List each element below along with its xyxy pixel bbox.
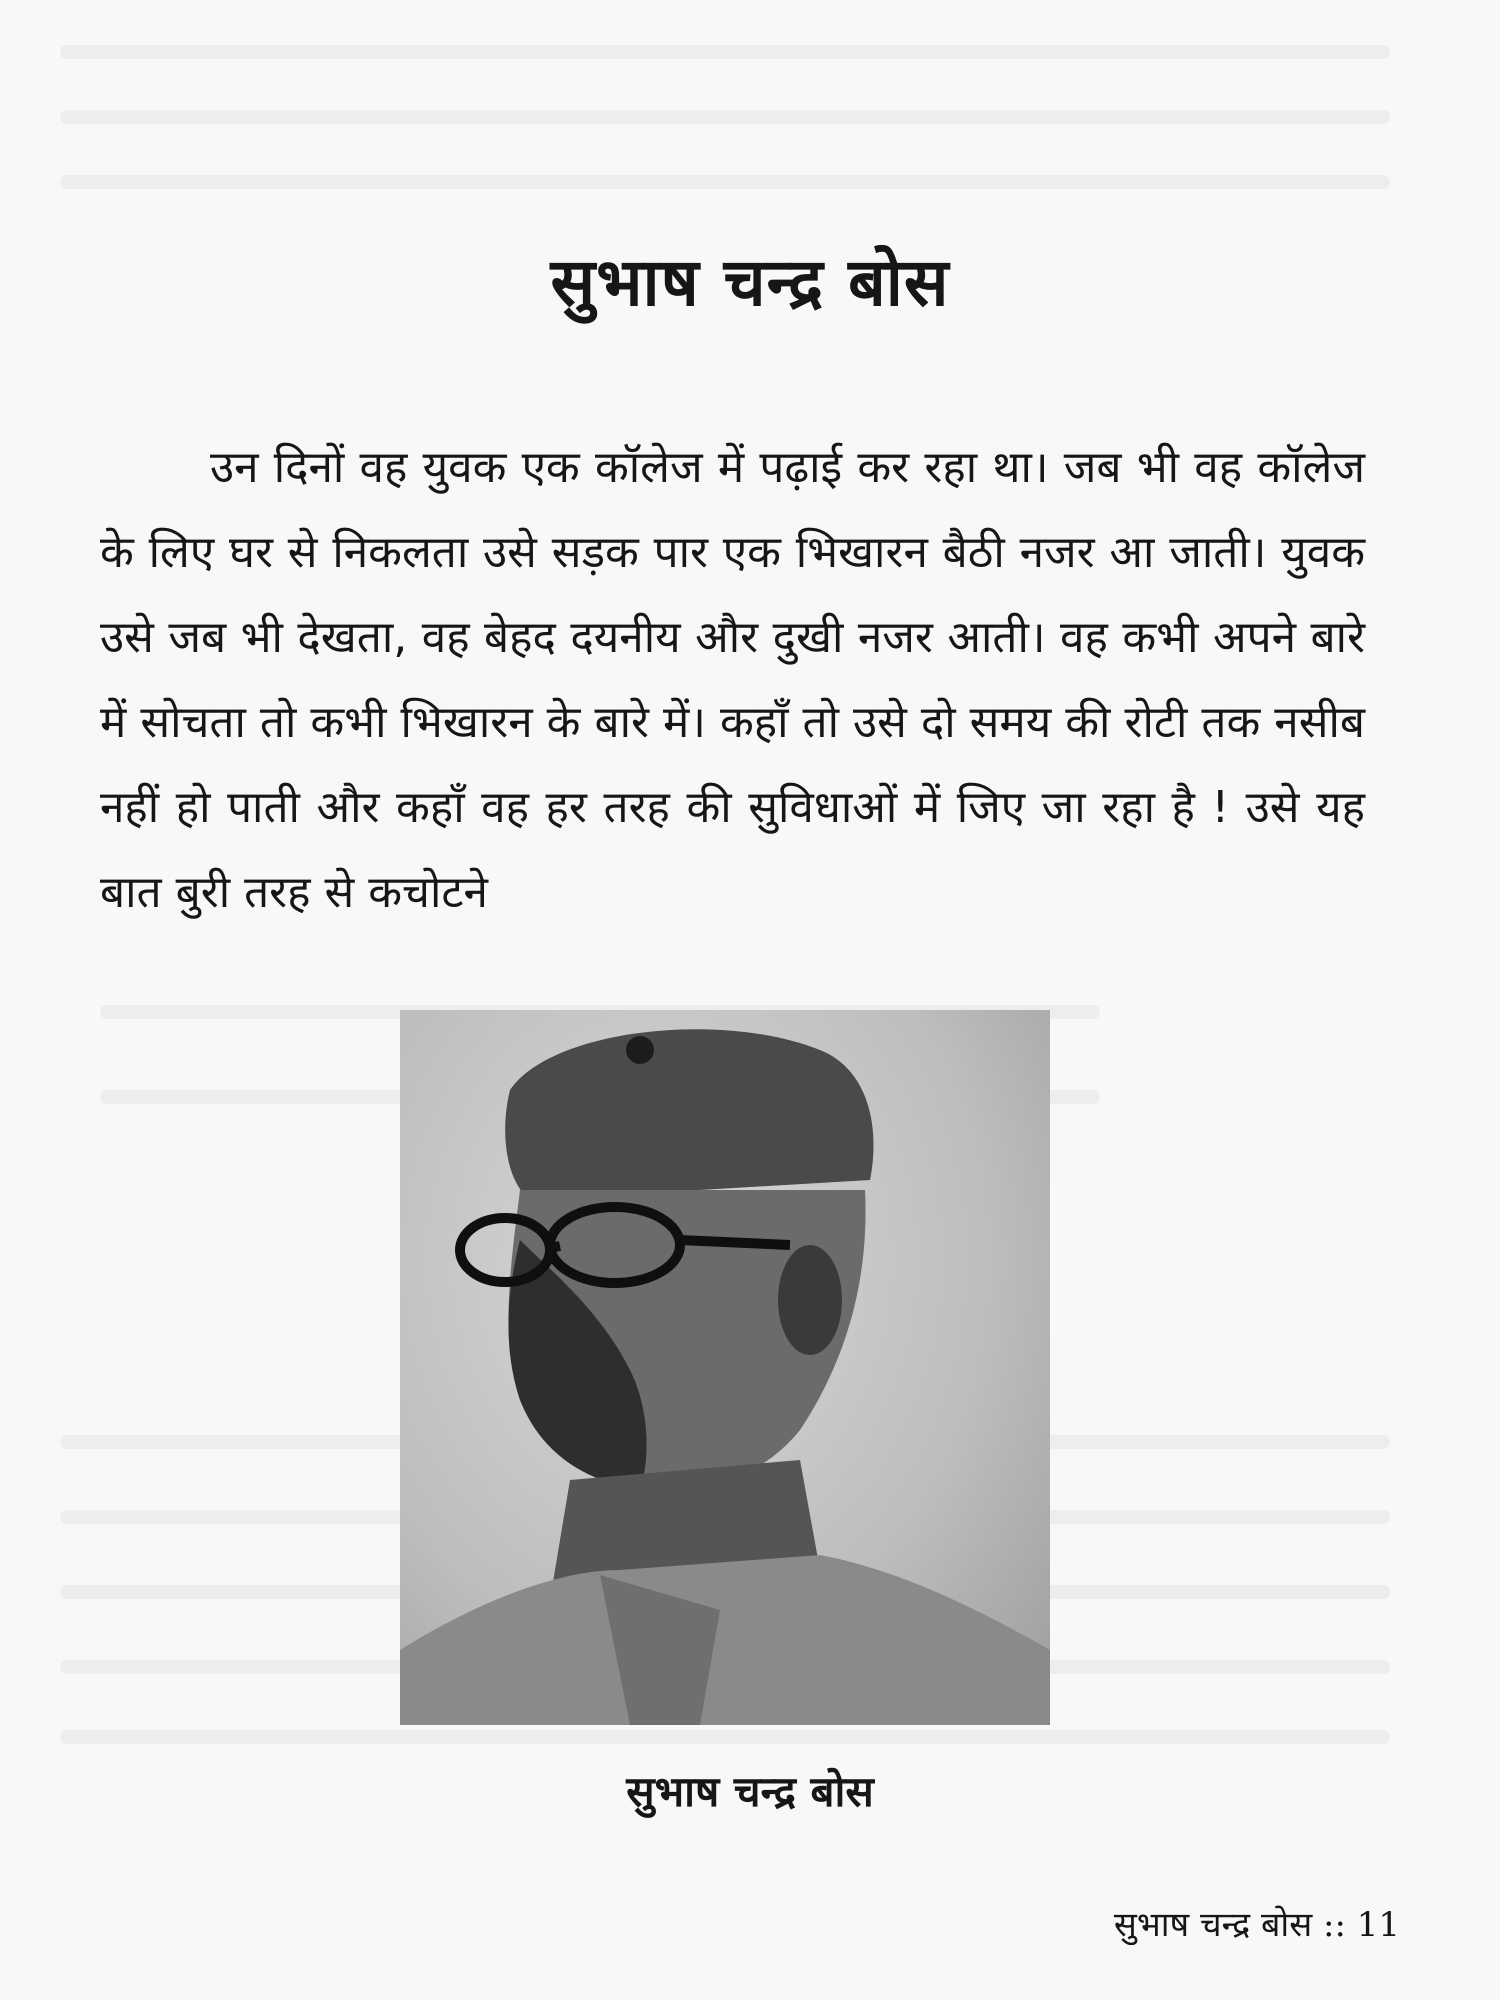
page-title: सुभाष चन्द्र बोस [550, 244, 950, 321]
page-number: 11 [1356, 1905, 1400, 1945]
footer-separator: :: [1323, 1905, 1346, 1945]
show-through-line [60, 45, 1390, 59]
cap-badge [626, 1036, 654, 1064]
uniform-shape [400, 1555, 1050, 1725]
cap-shape [505, 1029, 873, 1200]
photo-caption: सुभाष चन्द्र बोस [626, 1767, 874, 1816]
show-through-line [60, 175, 1390, 189]
show-through-line [60, 1730, 1390, 1744]
portrait-illustration [400, 1010, 1050, 1725]
portrait-photo [400, 1010, 1050, 1725]
show-through-line [60, 110, 1390, 124]
page-footer [1030, 1900, 1400, 1946]
ear-shape [778, 1245, 842, 1355]
running-head: सुभाष चन्द्र बोस [1113, 1905, 1313, 1945]
body-paragraph: उन दिनों वह युवक एक कॉलेज में पढ़ाई कर रहा था। जब भी वह कॉलेज के लिए घर से निकलता उसे सड़क पार एक भिखारन बैठी नजर आ जाती। युवक उसे जब भी देखता, वह बेहद दयनीय और दुखी नजर आती। वह कभी अपने बारे में सोचता तो कभी भिखारन के बारे में। कहाँ तो उसे दो समय की रोटी तक नसीब नहीं हो पाती और कहाँ वह हर तरह की सुविधाओं में जिए जा रहा है ! उसे यह बात बुरी तरह से कचोटने [100, 442, 1365, 918]
